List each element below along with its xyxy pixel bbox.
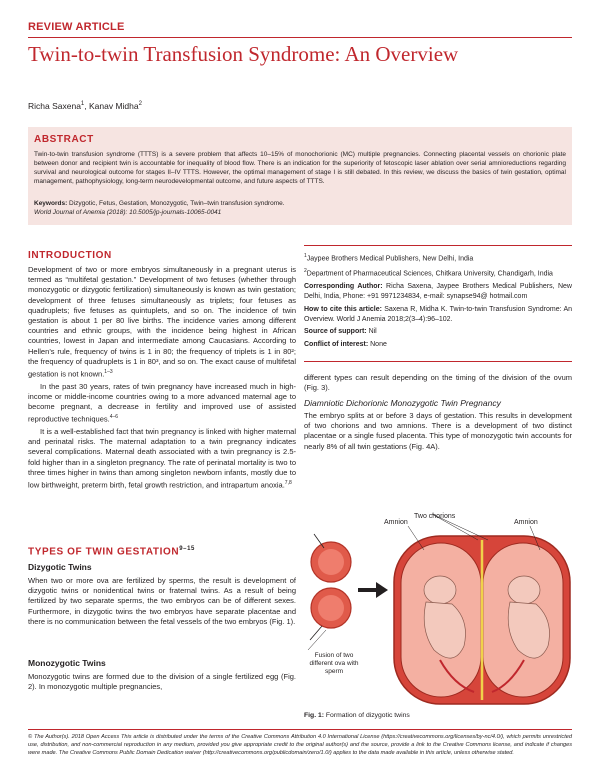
citation-ref: 7,8 [284, 480, 292, 487]
dd-twin-body: The embryo splits at or before 3 days of gestation. This results in development of two chorions and two amnions. There is a development of two distinct placentae or a single fused placenta. This type of monozygotic twin accounts for nearly 8% of all twin gestations (Fig. 4A). [304, 411, 572, 451]
embryo-head [508, 576, 540, 604]
dd-twin-heading: Diamniotic Dichorionic Monozygotic Twin Pregnancy [304, 398, 501, 408]
dizygotic-body: When two or more ova are fertilized by sperms, the result is development of dizygotic twins or nonidentical twins or fraternal twins. As a result of being fertilized by two separate sperms, the two embryos can be of different sexes. Furthermore, in dizygotic twins the two embryos have separate placentae and there is no communication between the fetal vessels of the two embryos (Fig. 1). [28, 576, 296, 626]
abstract-text: Twin-to-twin transfusion syndrome (TTTS) is a severe problem that affects 10–15% of monochorionic (MC) multiple pregnancies. Connecting placental vessels on chorionic plate between donor and recipient twin is accountable for inequality of blood flow. There is an indication for the superiority of fetoscopic laser ablation over serial amnioreductions regarding survival and neurological outcome for stages II–IV TTTS. However, the optimal management of stage I is still debated. In this review, we discuss the basics of twin gestation, optimal management, pathophysiology, long-term neurodevelopmental outcome, and future aspects of TTTS. [34, 151, 566, 185]
affiliation-1: Jaypee Brothers Medical Publishers, New Delhi, India [306, 255, 474, 263]
label-amnion-left: Amnion [384, 519, 408, 526]
author-name: , Kanav Midha [84, 101, 139, 111]
ovum-inner [318, 549, 344, 575]
affil-number: 1 [304, 253, 307, 259]
label-two-chorions: Two chorions [414, 513, 456, 520]
continuation-text: different types can result depending on the timing of the division of the ovum (Fig. 3). [304, 373, 572, 393]
citation-ref: 4–6 [109, 414, 119, 421]
author-affil-ref: 2 [138, 101, 142, 108]
corresponding-label: Corresponding Author: [304, 283, 383, 291]
monozygotic-body: Monozygotic twins are formed due to the division of a single fertilized egg (Fig. 2). In monozygotic multiple pregnancies, [28, 672, 296, 692]
header-divider [28, 37, 572, 38]
intro-paragraph-3: It is a well-established fact that twin pregnancy is linked with higher maternal and perinatal risks. The maternal adaptation to a twin pregnancy indicates several complications. Maternal death associated with a twin pregnancy is 2.5-fold higher than in a singleton pregnancy. The rate of perinatal mortality is two to three times higher in twins than among singleton newborn infants, mostly due to low birthweight, preterm birth, fetal growth restriction, and intrapartum anoxia. [28, 427, 296, 490]
leader-line [308, 630, 326, 650]
author-list [28, 101, 142, 111]
keywords-label: Keywords: [34, 200, 68, 207]
dizygotic-heading: Dizygotic Twins [28, 562, 92, 572]
conflict-value: None [368, 341, 387, 349]
affiliation-2: Department of Pharmaceutical Sciences, Chitkara University, Chandigarh, India [306, 270, 553, 278]
footer-divider [28, 729, 572, 730]
how-to-cite-label: How to cite this article: [304, 305, 382, 313]
embryo-head [424, 576, 456, 604]
intro-paragraph-2: In the past 30 years, rates of twin pregnancy have increased much in high-income or middle-income countries owing to a more advanced maternal age to become pregnant, a decrease in fertility and improved use of assisted reproductive techniques. [28, 381, 296, 424]
article-title: Twin-to-twin Transfusion Syndrome: An Overview [28, 42, 459, 66]
author-name: Richa Saxena [28, 101, 81, 111]
label-amnion-right: Amnion [514, 519, 538, 526]
support-value: Nil [366, 328, 377, 336]
figure-caption [304, 712, 410, 719]
figure-caption-text: Formation of dizygotic twins [324, 712, 410, 719]
intro-paragraph-1: Development of two or more embryos simultaneously in a pregnant uterus is termed as “multifetal gestation.” Development of two fetuses (whether through monozygotic or dizygotic fertilization) simultaneously is known as twin gestation; development of three fetuses simultaneously as triplets; four fetuses as quadruplets; five fetuses as quintuplets, and so on. The incidence of twin gestation is about 1 per 80 live births. The incidence varies among different countries and ethnic groups, with the incidence being highest in African countries, lowest in Japan and intermediate among Caucasians. According to Hellen’s rule, frequency of twins is 1 in 80; the frequency of triplets is 1 in 80²; the frequency of quadruplets is 1 in 80³, and so on. The exact cause of multifetal gestation is not known. [28, 265, 296, 379]
figure-dizygotic-twins [304, 510, 572, 708]
introduction-body [28, 265, 296, 491]
abstract-heading: ABSTRACT [34, 134, 94, 145]
how-to-cite: Saxena R, Midha K. Twin-to-twin Transfusion Syndrome: An Overview. World J Anemia 2018;2(3–4):96–102. [304, 305, 573, 323]
monozygotic-heading: Monozygotic Twins [28, 658, 106, 668]
keywords-list: Dizygotic, Fetus, Gestation, Monozygotic, Twin–twin transfusion syndrome. [67, 200, 285, 207]
support-label: Source of support: [304, 328, 367, 336]
article-type-label: REVIEW ARTICLE [28, 21, 125, 33]
affiliation-divider-bottom [304, 361, 572, 362]
arrow-icon [358, 582, 388, 598]
affiliation-divider [304, 245, 572, 246]
corresponding-author: Richa Saxena, Jaypee Brothers Medical Publishers, New Delhi, India, Phone: +91 9971234834, e-mail: synapse94@ hotmail.com [304, 283, 572, 301]
figure-caption-label: Fig. 1: [304, 712, 325, 719]
citation-ref: 1–3 [104, 369, 113, 376]
label-fusion: Fusion of two different ova with sperm [309, 652, 359, 675]
author-affil-ref: 1 [80, 101, 85, 108]
sperm-tail [310, 626, 322, 640]
affil-number: 2 [304, 268, 307, 275]
license-footer: © The Author(s). 2018 Open Access This article is distributed under the terms of the Creative Commons Attribution 4.0 International License (https://creativecommons.org/licenses/by-nc/4.0/), which permits unrestricted use, distribution, and non-commercial reproduction in any medium, provided you give appropriate credit to the original author(s) and the source, provide a link to the Creative Commons license, and indicate if changes were made. The Creative Commons Public Domain Dedication waiver (http://creativecommons.org/publicdomain/zero/1.0/) applies to the data made available in this article, unless otherwise stated. [28, 734, 572, 756]
conflict-label: Conflict of interest: [304, 341, 369, 349]
introduction-heading: INTRODUCTION [28, 250, 112, 261]
citation-ref: 9–15 [179, 546, 195, 552]
keywords [34, 199, 566, 208]
types-heading [28, 546, 195, 557]
ovum-inner [318, 595, 344, 621]
types-heading-text: TYPES OF TWIN GESTATION [28, 546, 180, 558]
journal-citation: World Journal of Anemia (2018): 10.5005/jp-journals-10065-0041 [34, 209, 222, 216]
affiliations-block [304, 252, 572, 353]
